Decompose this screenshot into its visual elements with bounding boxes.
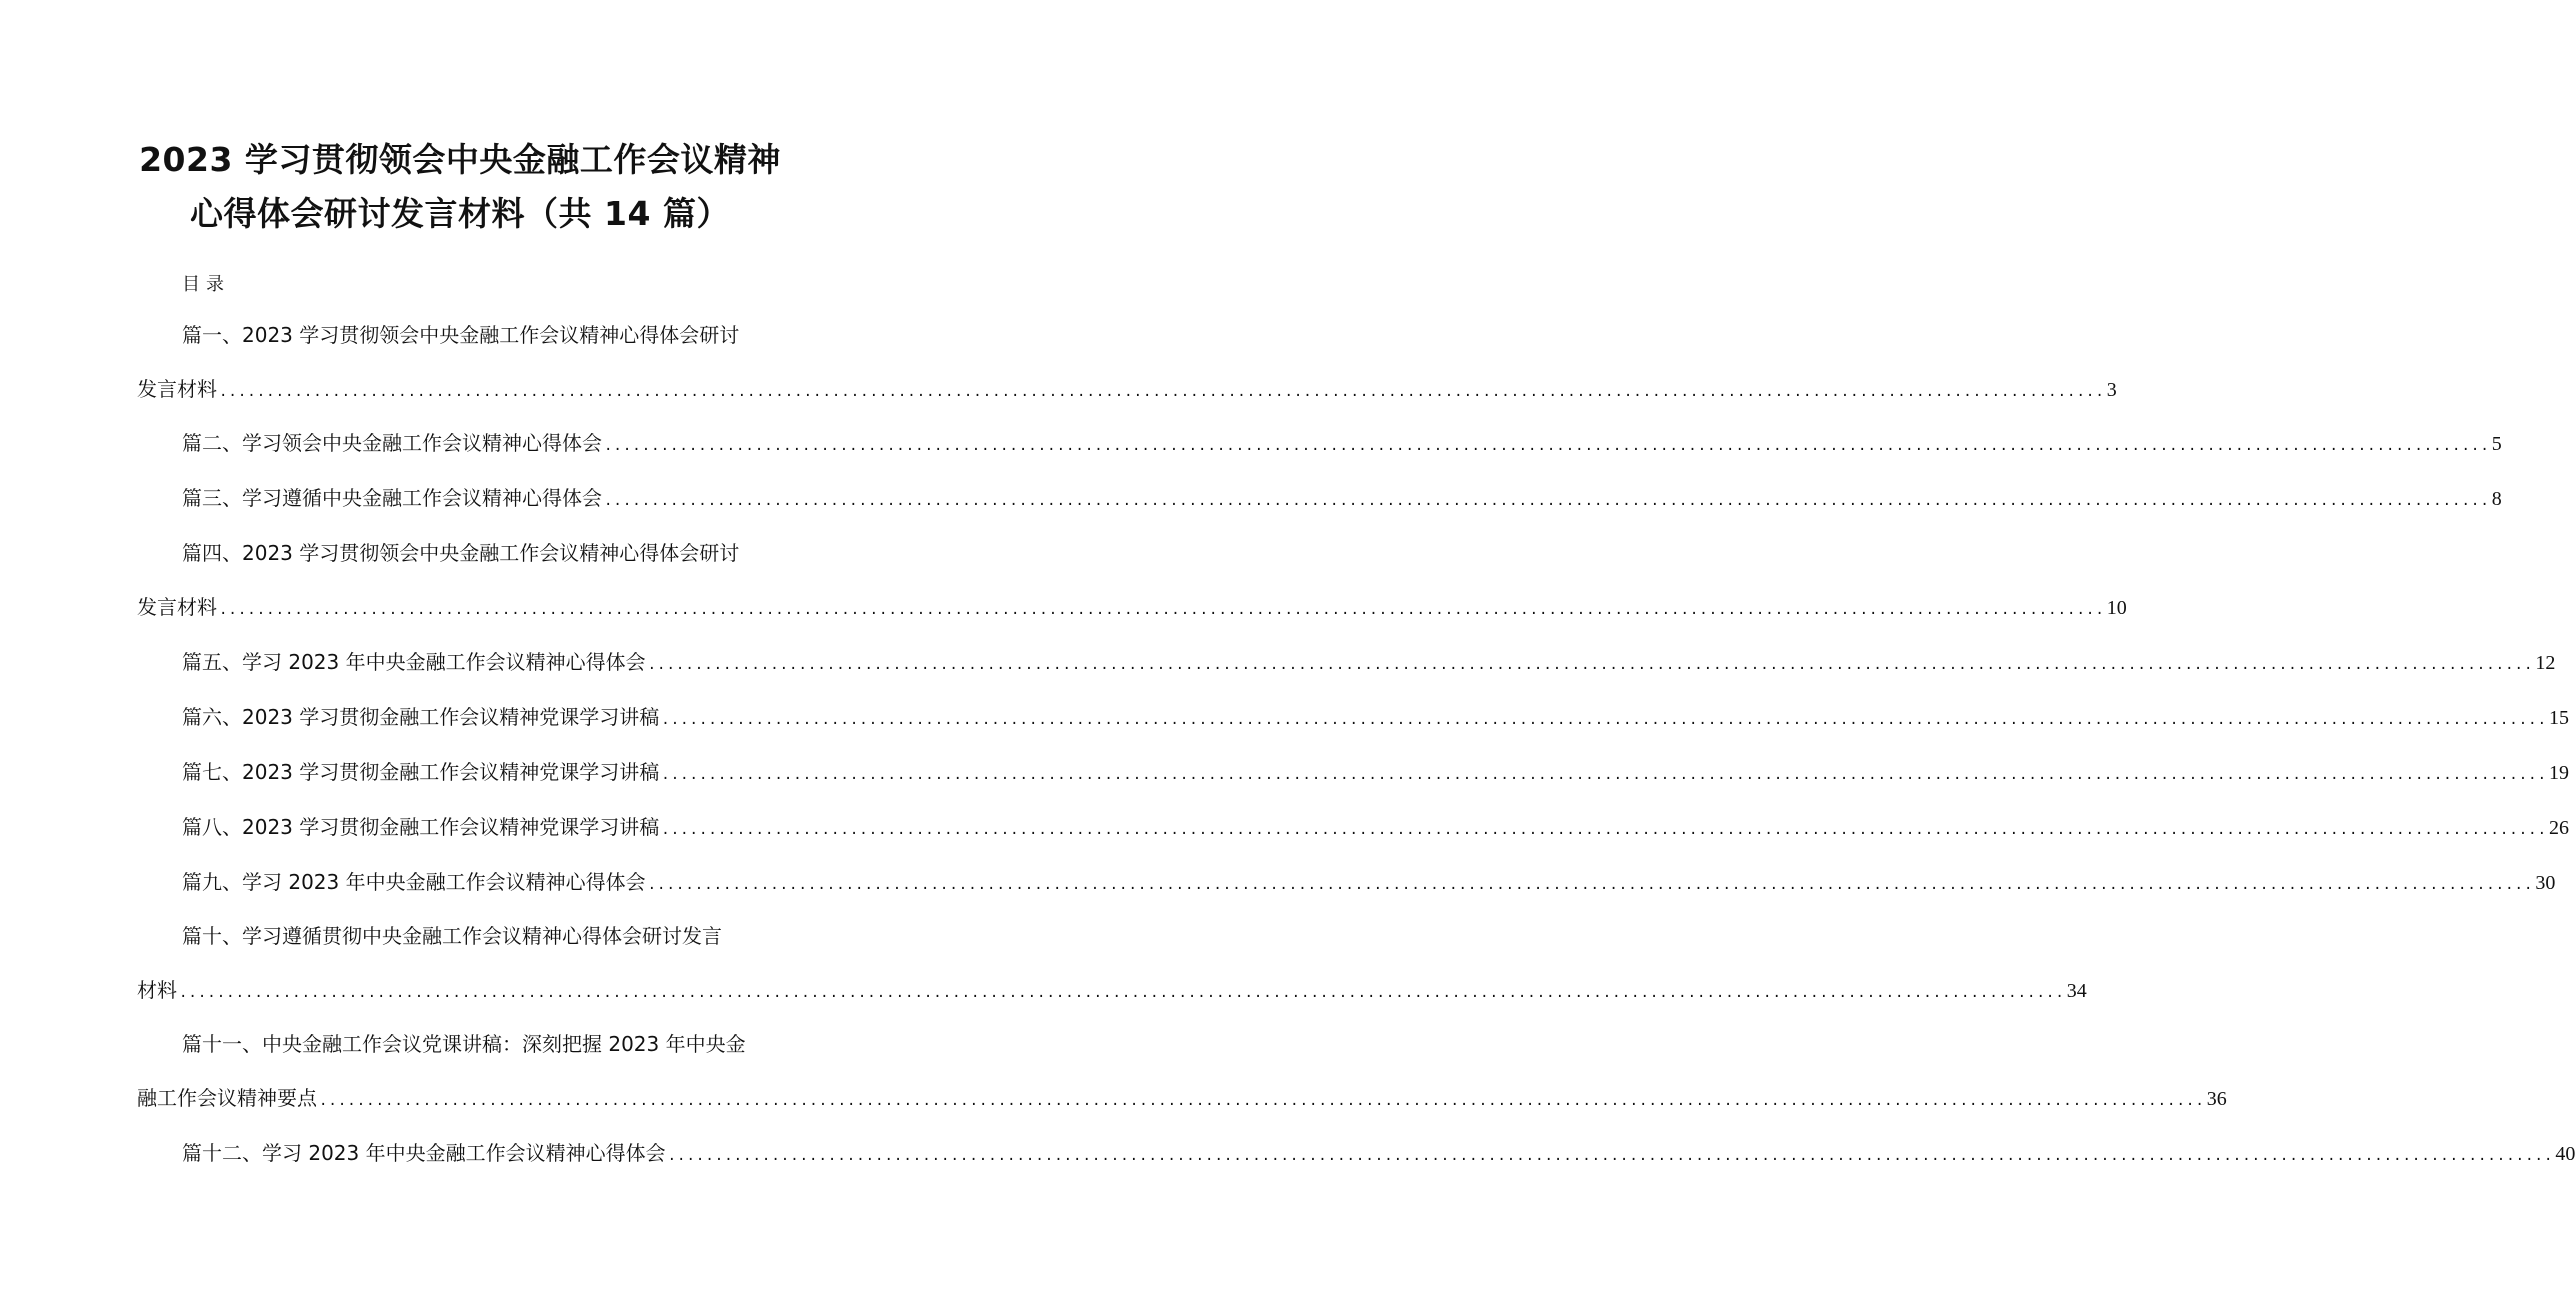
document-title-line-2: 心得体会研讨发言材料（共 14 篇） [190,194,730,233]
toc-entry-8-page: 26 [2549,817,2570,839]
toc-leader-dots: ........................................................................................................................................................................................................ [604,438,2490,454]
toc-leader-dots: ........................................................................................................................................................................................................ [661,767,2548,783]
toc-entry-2-text: 篇二、学习领会中央金融工作会议精神心得体会 [182,431,602,455]
toc-leader-dots: ........................................................................................................................................................................................................ [604,493,2490,509]
toc-entry-9[interactable] [182,869,2556,898]
toc-entry-12-text: 篇十二、学习 2023 年中央金融工作会议精神心得体会 [182,1141,666,1165]
document-title-line-1: 2023 学习贯彻领会中央金融工作会议精神 [139,140,781,179]
toc-entry-2[interactable] [182,430,2502,459]
toc-entry-7[interactable] [182,759,2570,788]
toc-entry-10[interactable] [137,977,2087,1006]
toc-leader-dots: ........................................................................................................................................................................................................ [667,1148,2554,1164]
toc-entry-1-text: 发言材料 [137,377,217,401]
toc-entry-8-text: 篇八、2023 学习贯彻金融工作会议精神党课学习讲稿 [182,815,660,839]
toc-entry-2-page: 5 [2491,433,2502,455]
toc-entry-4-page: 10 [2106,597,2127,619]
toc-entry-3-page: 8 [2491,488,2502,510]
toc-leader-dots: ........................................................................................................................................................................................................ [319,1093,2205,1109]
toc-entry-9-text: 篇九、学习 2023 年中央金融工作会议精神心得体会 [182,870,646,894]
toc-leader-dots: ........................................................................................................................................................................................................ [647,877,2534,893]
toc-entry-7-text: 篇七、2023 学习贯彻金融工作会议精神党课学习讲稿 [182,760,660,784]
toc-leader-dots: ........................................................................................................................................................................................................ [219,384,2105,400]
toc-leader-dots: ........................................................................................................................................................................................................ [219,602,2105,618]
toc-entry-3-text: 篇三、学习遵循中央金融工作会议精神心得体会 [182,486,602,510]
toc-heading: 目录 [182,274,230,295]
toc-leader-dots: ........................................................................................................................................................................................................ [661,822,2548,838]
toc-entry-4-text: 发言材料 [137,595,217,619]
toc-entry-12-page: 40 [2555,1143,2575,1165]
toc-leader-dots: ........................................................................................................................................................................................................ [661,712,2548,728]
toc-leader-dots: ........................................................................................................................................................................................................ [647,657,2534,673]
toc-entry-4[interactable] [137,594,2127,623]
toc-entry-1-page: 3 [2106,379,2117,401]
toc-entry-1[interactable] [137,376,2117,405]
toc-entry-6[interactable] [182,704,2570,733]
toc-entry-8[interactable] [182,814,2570,843]
toc-entry-5-text: 篇五、学习 2023 年中央金融工作会议精神心得体会 [182,650,646,674]
toc-entry-9-page: 30 [2535,872,2556,894]
toc-entry-12[interactable] [182,1140,2575,1169]
toc-entry-11-page: 36 [2206,1088,2227,1110]
toc-entry-3[interactable] [182,485,2502,514]
toc-leader-dots: ........................................................................................................................................................................................................ [179,985,2065,1001]
toc-entry-10-text: 材料 [137,978,177,1002]
toc-entry-4-line-1: 篇四、2023 学习贯彻领会中央金融工作会议精神心得体会研讨 [182,541,740,565]
toc-entry-11-text: 融工作会议精神要点 [137,1086,317,1110]
toc-entry-10-page: 34 [2066,980,2087,1002]
toc-entry-7-page: 19 [2549,762,2570,784]
toc-entry-11-line-1: 篇十一、中央金融工作会议党课讲稿：深刻把握 2023 年中央金 [182,1032,746,1056]
toc-entry-1-line-1: 篇一、2023 学习贯彻领会中央金融工作会议精神心得体会研讨 [182,323,740,347]
toc-entry-11[interactable] [137,1085,2227,1114]
toc-entry-6-text: 篇六、2023 学习贯彻金融工作会议精神党课学习讲稿 [182,705,660,729]
toc-entry-6-page: 15 [2549,707,2570,729]
toc-entry-5-page: 12 [2535,652,2556,674]
toc-entry-10-line-1: 篇十、学习遵循贯彻中央金融工作会议精神心得体会研讨发言 [182,924,722,948]
toc-entry-5[interactable] [182,649,2556,678]
